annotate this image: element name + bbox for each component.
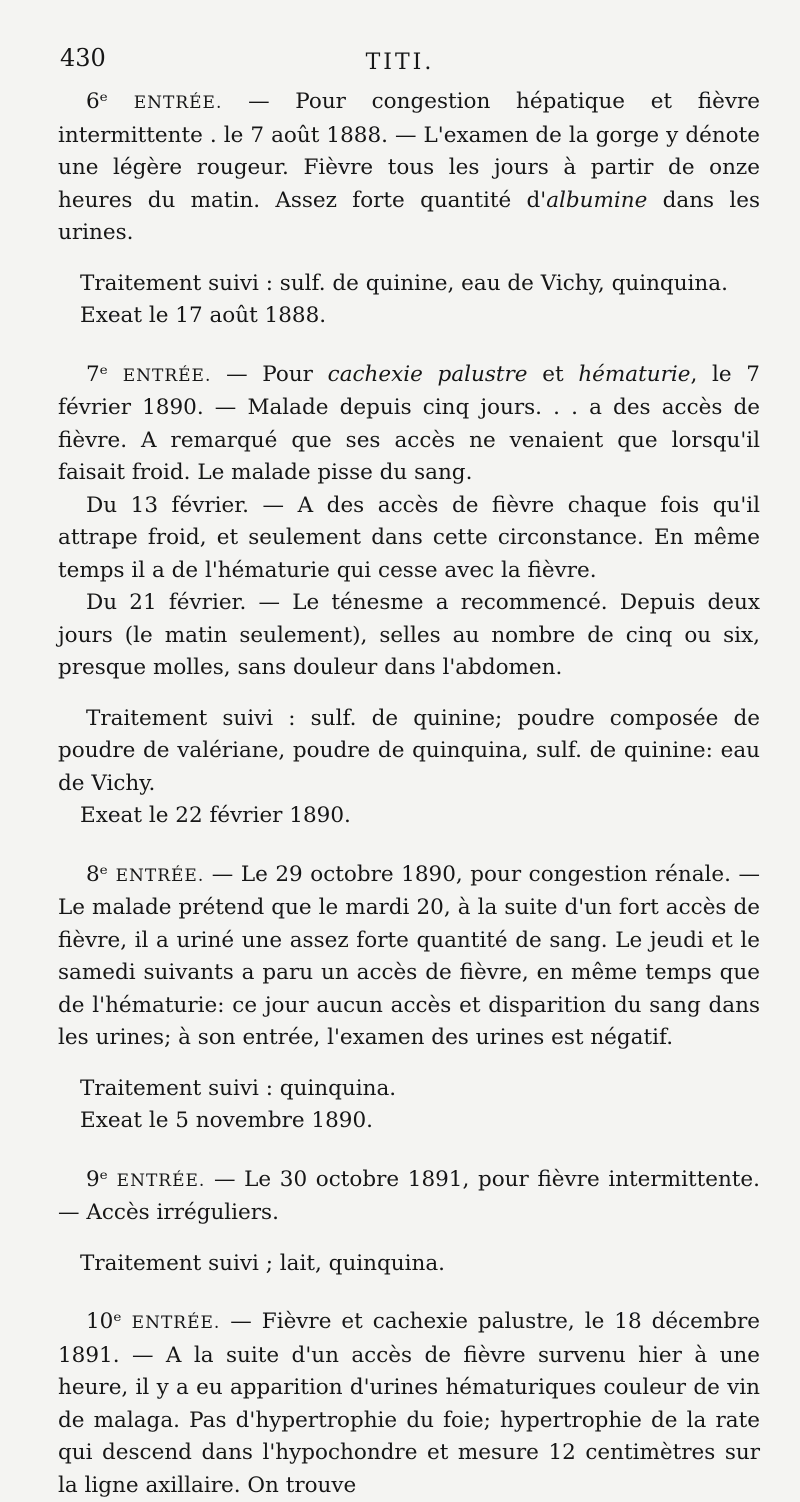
- entry-text: et: [527, 361, 579, 387]
- exeat-line: Exeat le 5 novembre 1890.: [80, 1108, 373, 1133]
- entry-6: [58, 86, 760, 333]
- entry-paragraph: [58, 86, 760, 250]
- exeat-line: Exeat le 17 août 1888.: [80, 303, 327, 328]
- italic-term: cachexie palustre: [327, 361, 528, 387]
- traitement-line: Traitement suivi : sulf. de quinine, eau de Vichy, quinquina.: [80, 270, 728, 296]
- entry-9: [58, 1164, 760, 1281]
- entry-label: ENTRÉE.: [115, 865, 205, 886]
- traitement-line: Traitement suivi : sulf. de quinine; poudre composée de poudre de valériane, poudre de quinquina, sulf. de quinine: eau de Vichy.: [58, 705, 760, 796]
- entry-label: ENTRÉE.: [133, 93, 223, 113]
- entry-label: ENTRÉE.: [116, 1170, 206, 1191]
- entry-text: dans les urines.: [58, 187, 760, 245]
- entry-ordinal: 7ᵉ: [86, 361, 109, 387]
- exeat-line: Exeat le 22 février 1890.: [80, 803, 351, 828]
- italic-term: hématurie: [578, 361, 691, 387]
- entry-text: , le 7 février 1890. — Malade depuis cinq jours. . . a des accès de fièvre. A remarqué que ses accès ne venaient que lorsqu'il faisait froid. Le malade pisse du sang.: [58, 361, 760, 485]
- entry-ordinal: 9ᵉ: [86, 1166, 109, 1192]
- entry-ordinal: 8ᵉ: [86, 861, 109, 887]
- traitement-line: Traitement suivi ; lait, quinquina.: [80, 1250, 445, 1276]
- entry-8: [58, 859, 760, 1138]
- entry-7: [58, 359, 760, 833]
- entry-paragraph: [58, 1306, 760, 1502]
- entry-label: ENTRÉE.: [122, 365, 212, 386]
- page-number: 430: [60, 44, 106, 72]
- entry-paragraph: [58, 859, 760, 1055]
- entry-ordinal: 10ᵉ: [86, 1309, 122, 1334]
- text-body: [58, 86, 760, 1502]
- entry-label: ENTRÉE.: [131, 1313, 221, 1333]
- entry-ordinal: 6ᵉ: [86, 89, 109, 114]
- page-header: [60, 44, 740, 84]
- entry-paragraph: [58, 1164, 760, 1230]
- italic-term: albumine: [546, 187, 648, 213]
- entry-paragraph: [58, 359, 760, 490]
- traitement-line: Traitement suivi : quinquina.: [80, 1075, 397, 1101]
- entry-paragraph: Du 21 février. — Le ténesme a recommencé. Depuis deux jours (le matin seulement), selles au nombre de cinq ou six, presque molles, sans douleur dans l'abdomen.: [58, 590, 760, 680]
- entry-text: — Le 29 octobre 1890, pour congestion rénale. — Le malade prétend que le mardi 20, à la suite d'un fort accès de fièvre, il a uriné une assez forte quantité de sang. Le jeudi et le samedi suivants a paru un accès de fièvre, en même temps que de l'hématurie: ce jour aucun accès et disparition du sang dans les urines; à son entrée, l'examen des urines est négatif.: [58, 861, 761, 1050]
- entry-text: — Le 30 octobre 1891, pour fièvre intermittente. — Accès irréguliers.: [58, 1166, 760, 1225]
- entry-text: — Pour congestion hépatique et fièvre intermittente . le 7 août 1888. — L'examen de la gorge y dénote une légère rougeur. Fièvre tous les jours à partir de onze heures du matin. Assez forte quantité d': [58, 89, 760, 213]
- entry-text: — Fièvre et cachexie palustre, le 18 décembre 1891. — A la suite d'un accès de fièvre survenu hier à une heure, il y a eu apparition d'urines hématuriques couleur de vin de malaga. Pas d'hypertrophie du foie; hypertrophie de la rate qui descend dans l'hypochondre et mesure 12 centimètres sur la ligne axillaire. On trouve: [58, 1309, 760, 1498]
- entry-text: — Pour: [211, 361, 328, 387]
- running-title: TITI.: [365, 50, 435, 75]
- entry-10: [58, 1306, 760, 1502]
- entry-paragraph: Du 13 février. — A des accès de fièvre chaque fois qu'il attrape froid, et seulement dans cette circonstance. En même temps il a de l'hématurie qui cesse avec la fièvre.: [58, 492, 760, 583]
